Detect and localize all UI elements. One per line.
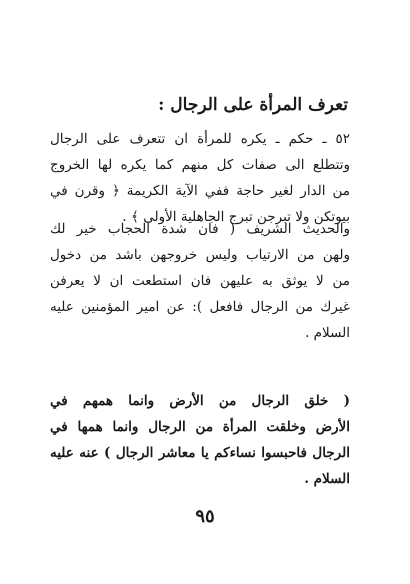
paragraph-hadith: [50, 216, 350, 346]
paragraph-line: السلام .: [305, 325, 350, 341]
paragraph-line: ( خلق الرجال من الأرض وانما همهم في: [50, 393, 350, 409]
paragraph-line: وتتطلع الى صفات كل منهم كما يكره لها الخروج: [50, 157, 350, 173]
paragraph-line: الأرض وخلقت المرأة من الرجال وانما همها في: [50, 419, 350, 435]
paragraph-line: غيرك من الرجال فافعل ): عن امير المؤمنين عليه: [50, 299, 350, 315]
paragraph-line: من لا يوثق به عليهن فان استطعت ان لا يعرفن: [50, 273, 350, 289]
paragraph-line: ولهن من الارتياب وليس خروجهن باشد من دخول: [50, 247, 350, 263]
paragraph-line: بيوتكن ولا تبرجن تبرج الجاهلية الأولى ﴾ .: [122, 209, 350, 225]
section-heading: تعرف المرأة على الرجال :: [158, 95, 348, 115]
paragraph-line: السلام .: [304, 471, 350, 487]
paragraph-line: ٥٢ ـ حكم ـ يكره للمرأة ان تتعرف على الرجال: [50, 131, 350, 147]
paragraph-ruling: [50, 126, 350, 230]
page-number: ٩٥: [195, 506, 215, 527]
paragraph-quote: [50, 388, 350, 492]
paragraph-line: والحديث الشريف ( فان شدة الحجاب خير لك: [50, 221, 350, 237]
paragraph-line: من الدار لغير حاجة ففي الآية الكريمة ﴿ وقرن في: [50, 183, 350, 199]
paragraph-line: الرجال فاحبسوا نساءكم يا معاشر الرجال ) عنه عليه: [50, 445, 350, 461]
